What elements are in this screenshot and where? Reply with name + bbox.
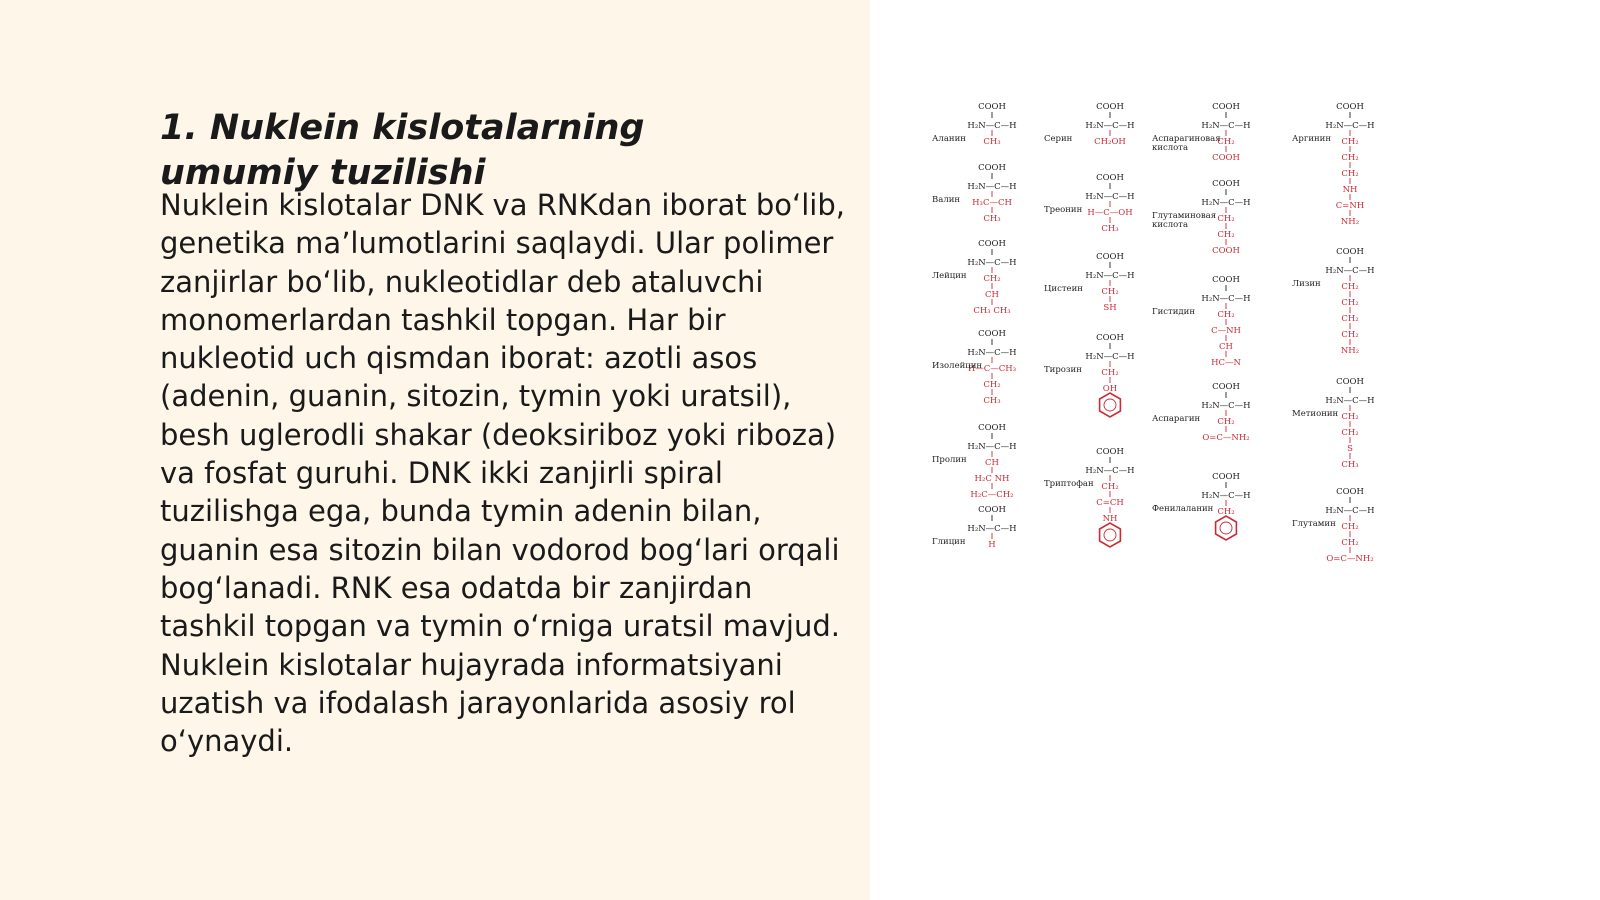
amine-group: H₂N—C—H [1201, 491, 1251, 501]
side-chain-group: CH₃ [983, 137, 1001, 147]
amino-acid-structure [1152, 179, 1251, 256]
side-chain-group: O=C—NH₂ [1326, 554, 1374, 564]
amine-group: H₂N—C—H [967, 348, 1017, 358]
amino-acid-name: Триптофан [1044, 479, 1094, 489]
amine-group: H₂N—C—H [1085, 121, 1135, 131]
side-chain-group: C=NH [1335, 201, 1365, 211]
amino-acid-name: Серин [1044, 134, 1073, 144]
side-chain-group: H₂C NH [974, 474, 1010, 484]
side-chain-group: CH₂ [1341, 412, 1359, 422]
amino-acid-structure [1044, 447, 1135, 547]
side-chain-group: SH [1103, 303, 1117, 313]
carboxyl-group: COOH [1336, 377, 1364, 387]
side-chain-group: HC—N [1211, 358, 1241, 368]
side-chain-group: O=C—NH₂ [1202, 433, 1250, 443]
amino-acid-structure [1292, 377, 1375, 470]
amino-acids-diagram [932, 96, 1410, 596]
amine-group: H₂N—C—H [1201, 198, 1251, 208]
amine-group: H₂N—C—H [1085, 352, 1135, 362]
carboxyl-group: COOH [1212, 179, 1240, 189]
side-chain-group: NH₂ [1340, 217, 1360, 227]
amino-acid-name: кислота [1152, 143, 1189, 153]
amine-group: H₂N—C—H [1325, 506, 1375, 516]
side-chain-group: CH₂ [1101, 482, 1119, 492]
amino-acid-structure [1152, 275, 1251, 368]
side-chain-group: CH₂ [1341, 137, 1359, 147]
amino-acid-name: Тирозин [1044, 365, 1082, 375]
side-chain-group: CH₂ [983, 274, 1001, 284]
amino-acid-name: Аргинин [1292, 134, 1331, 144]
amino-acid-name: Изолейцин [932, 361, 983, 371]
side-chain-group: CH₃ [1101, 224, 1119, 234]
amine-group: H₂N—C—H [967, 182, 1017, 192]
amino-acid-name: Глутаминовая [1152, 211, 1217, 221]
carboxyl-group: COOH [1336, 487, 1364, 497]
carboxyl-group: COOH [1096, 102, 1124, 112]
carboxyl-group: COOH [978, 423, 1006, 433]
amine-group: H₂N—C—H [1325, 396, 1375, 406]
amine-group: H₂N—C—H [1201, 121, 1251, 131]
carboxyl-group: COOH [1212, 102, 1240, 112]
amino-acid-name: Аспарагин [1152, 414, 1201, 424]
benzene-ring [1100, 393, 1121, 417]
side-chain-group: CH₃ [983, 214, 1001, 224]
carboxyl-group: COOH [1096, 173, 1124, 183]
side-chain-group: CH₂ [1101, 368, 1119, 378]
side-chain-group: CH₃ CH₃ [973, 306, 1011, 316]
side-chain-group: CH₃ [1341, 460, 1359, 470]
side-chain-group: CH₂ [1341, 314, 1359, 324]
amino-acid-name: Лейцин [932, 271, 967, 281]
side-chain-group: CH₂ [1341, 538, 1359, 548]
side-chain-group: CH [1219, 342, 1233, 352]
carboxyl-group: COOH [978, 163, 1006, 173]
carboxyl-group: COOH [978, 239, 1006, 249]
side-chain-group: CH₂ [1341, 298, 1359, 308]
amino-acid-name: Гистидин [1152, 307, 1195, 317]
amino-acid-name: Аланин [932, 134, 966, 144]
aromatic-circle [1104, 529, 1116, 541]
side-chain-group: CH₂ [1217, 507, 1235, 517]
carboxyl-group: COOH [1212, 275, 1240, 285]
aromatic-circle [1220, 522, 1232, 534]
amino-acid-structure [1044, 173, 1135, 234]
amino-acid-structure [1292, 247, 1375, 356]
amino-acid-structure [932, 329, 1017, 406]
benzene-ring [1216, 516, 1237, 540]
carboxyl-group: COOH [1212, 472, 1240, 482]
side-chain-group: CH₂ [1341, 153, 1359, 163]
slide-title: 1. Nuklein kislotalarning umumiy tuzilishi [160, 108, 645, 193]
amino-acid-structure [1152, 472, 1251, 540]
amino-acid-name: Метионин [1292, 409, 1339, 419]
side-chain-group: CH₂ [1341, 282, 1359, 292]
side-chain-group: CH [985, 458, 999, 468]
side-chain-group: H—C—OH [1087, 208, 1133, 218]
side-chain-group: CH₂ [1341, 330, 1359, 340]
carboxyl-group: COOH [1096, 447, 1124, 457]
side-chain-group: CH₂ [1217, 230, 1235, 240]
carboxyl-group: COOH [978, 329, 1006, 339]
aromatic-circle [1104, 399, 1116, 411]
amine-group: H₂N—C—H [967, 442, 1017, 452]
amine-group: H₂N—C—H [967, 524, 1017, 534]
amino-acid-structure [1292, 487, 1375, 564]
benzene-ring [1100, 523, 1121, 547]
carboxyl-group: COOH [1212, 382, 1240, 392]
amino-acid-name: кислота [1152, 220, 1189, 230]
side-chain-group: CH [985, 290, 999, 300]
side-chain-group: CH₂ [1341, 522, 1359, 532]
amino-acids-figure [932, 96, 1410, 596]
side-chain-group: COOH [1212, 246, 1240, 256]
amino-acid-name: Цистеин [1044, 284, 1083, 294]
amino-acid-structure [1044, 333, 1135, 417]
amine-group: H₂N—C—H [1325, 266, 1375, 276]
side-chain-group: NH [1102, 514, 1118, 524]
side-chain-group: CH₃ [983, 396, 1001, 406]
side-chain-group: CH₂ [1217, 214, 1235, 224]
side-chain-group: NH₂ [1340, 346, 1360, 356]
amino-acid-name: Фенилаланин [1152, 504, 1214, 514]
amino-acid-structure [932, 505, 1017, 550]
side-chain-group: OH [1102, 384, 1118, 394]
amino-acid-structure [932, 163, 1017, 224]
side-chain-group: H [988, 540, 996, 550]
side-chain-group: H₂C—CH₂ [970, 490, 1014, 500]
carboxyl-group: COOH [978, 102, 1006, 112]
side-chain-group: NH [1342, 185, 1358, 195]
side-chain-group: CH₂ [1217, 310, 1235, 320]
amino-acid-name: Глицин [932, 537, 966, 547]
side-chain-group: CH₂ [1217, 417, 1235, 427]
amino-acid-structure [932, 102, 1017, 147]
side-chain-group: S [1347, 444, 1353, 454]
side-chain-group: COOH [1212, 153, 1240, 163]
carboxyl-group: COOH [1096, 252, 1124, 262]
side-chain-group: CH₂ [1341, 428, 1359, 438]
amine-group: H₂N—C—H [1085, 192, 1135, 202]
side-chain-group: CH₂ [1101, 287, 1119, 297]
amino-acid-name: Треонин [1044, 205, 1083, 215]
carboxyl-group: COOH [1096, 333, 1124, 343]
amino-acid-structure [1152, 102, 1251, 163]
side-chain-group: CH₂ [1341, 169, 1359, 179]
side-chain-group: CH₂ [1217, 137, 1235, 147]
amine-group: H₂N—C—H [1325, 121, 1375, 131]
amino-acid-name: Лизин [1292, 279, 1321, 289]
amine-group: H₂N—C—H [967, 121, 1017, 131]
amine-group: H₂N—C—H [1085, 271, 1135, 281]
side-chain-group: CH₂OH [1094, 137, 1126, 147]
amino-acid-name: Валин [932, 195, 961, 205]
side-chain-group: C—NH [1211, 326, 1241, 336]
amino-acid-structure [1292, 102, 1375, 227]
amino-acid-name: Пролин [932, 455, 967, 465]
carboxyl-group: COOH [1336, 247, 1364, 257]
amine-group: H₂N—C—H [1201, 401, 1251, 411]
slide-body-text: Nuklein kislotalar DNK va RNKdan iborat bo‘lib, genetika ma’lumotlarini saqlaydi. Ular polimer zanjirlar bo‘lib, nukleotidlar deb ataluvchi monomerlardan tashkil topgan. Har bir nukleotid uch qismdan iborat: azotli asos (adenin, guanin, sitozin, tymin yoki uratsil), besh uglerodli shakar (deoksiriboz yoki riboza) va fosfat guruhi. DNK ikki zanjirli spiral tuzilishga ega, bunda tymin adenin bilan, guanin esa sitozin bilan vodorod bog‘lari orqali bog‘lanadi. RNK esa odatda bir zanjirdan tashkil topgan va tymin o‘rniga uratsil mavjud. Nuklein kislotalar hujayrada informatsiyani uzatish va ifodalash jarayonlarida asosiy rol o‘ynaydi. [160, 188, 845, 759]
amino-acid-name: Аспарагиновая [1152, 134, 1221, 144]
carboxyl-group: COOH [978, 505, 1006, 515]
amine-group: H₂N—C—H [967, 258, 1017, 268]
amino-acid-structure [1044, 252, 1135, 313]
carboxyl-group: COOH [1336, 102, 1364, 112]
side-chain-group: C=CH [1096, 498, 1124, 508]
amino-acid-structure [932, 423, 1017, 500]
amine-group: H₂N—C—H [1085, 466, 1135, 476]
side-chain-group: H₃C—CH [972, 198, 1012, 208]
side-chain-group: H—C—CH₃ [967, 364, 1017, 374]
amine-group: H₂N—C—H [1201, 294, 1251, 304]
side-chain-group: CH₂ [983, 380, 1001, 390]
amino-acid-structure [1044, 102, 1135, 147]
amino-acid-structure [1152, 382, 1251, 443]
amino-acid-name: Глутамин [1292, 519, 1336, 529]
amino-acid-structure [932, 239, 1017, 316]
